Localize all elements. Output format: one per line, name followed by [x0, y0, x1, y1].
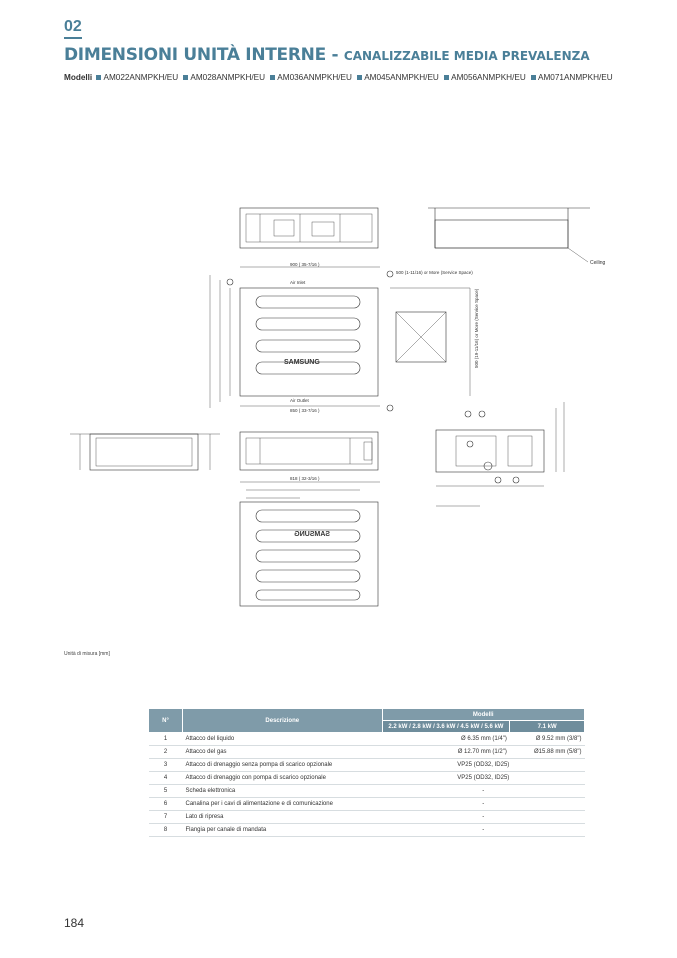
cell-description: Scheda elettronica [183, 785, 383, 798]
page-number: 184 [64, 916, 85, 930]
right-end-view [436, 402, 564, 506]
cell-no: 8 [149, 824, 183, 837]
col-header-group1: 2.2 kW / 2.8 kW / 3.6 kW / 4.5 kW / 5.6 kW [382, 721, 510, 733]
square-bullet-icon [183, 75, 188, 80]
table-row [149, 824, 585, 837]
cell-description: Canalina per i cavi di alimentazione e di comunicazione [183, 798, 383, 811]
air-inlet-label: Air Inlet [290, 280, 306, 285]
cell-no: 7 [149, 811, 183, 824]
cell-value: VP25 (OD32, ID25) [382, 772, 584, 785]
square-bullet-icon [270, 75, 275, 80]
square-bullet-icon [357, 75, 362, 80]
title-sub: CANALIZZABILE MEDIA PREVALENZA [343, 49, 590, 63]
service-access-panel [390, 288, 479, 396]
cell-value-group1: Ø 12.70 mm (1/2") [382, 746, 510, 759]
col-header-no: N° [149, 709, 183, 733]
cell-value-group2: Ø 9.52 mm (3/8") [510, 733, 585, 746]
col-header-models: Modelli [382, 709, 584, 721]
brand-label: SAMSUNG [284, 359, 320, 366]
front-view-top [240, 208, 378, 248]
model-item: AM036ANMPKH/EU [270, 73, 352, 82]
bottom-view [240, 476, 380, 606]
model-item: AM028ANMPKH/EU [183, 73, 265, 82]
page-title [64, 45, 590, 65]
cell-value: - [382, 785, 584, 798]
section-number: 02 [64, 18, 82, 39]
table-header-row [149, 709, 585, 721]
table-row [149, 733, 585, 746]
left-side-view [70, 434, 220, 470]
cell-value: - [382, 824, 584, 837]
cell-value-group1: Ø 6.35 mm (1/4") [382, 733, 510, 746]
service-space-label-1: 500 (1-11/16) or More (Service Space) [396, 270, 473, 275]
cell-description: Lato di ripresa [183, 811, 383, 824]
cell-description: Flangia per canale di mandata [183, 824, 383, 837]
cell-no: 2 [149, 746, 183, 759]
model-item: AM056ANMPKH/EU [444, 73, 526, 82]
rear-view [240, 432, 378, 470]
model-item: AM071ANMPKH/EU [531, 73, 613, 82]
models-label: Modelli [64, 73, 93, 82]
table-row [149, 759, 585, 772]
square-bullet-icon [96, 75, 101, 80]
cell-value: VP25 (OD32, ID25) [382, 759, 584, 772]
cell-no: 6 [149, 798, 183, 811]
cell-no: 5 [149, 785, 183, 798]
ceiling-label: Ceiling [590, 260, 606, 266]
service-space-label-2: 500 (19-11/16) or More (Service Space) [474, 288, 479, 368]
col-header-group2: 7.1 kW [510, 721, 585, 733]
square-bullet-icon [531, 75, 536, 80]
cell-value-group2: Ø15.88 mm (5/8") [510, 746, 585, 759]
air-outlet-label: Air Outlet [290, 398, 309, 403]
title-main: DIMENSIONI UNITÀ INTERNE - [64, 45, 344, 65]
spec-table [148, 708, 585, 837]
col-header-description: Descrizione [183, 709, 383, 733]
dim-850-label: 850 ( 33-7/16 ) [290, 408, 320, 413]
table-row [149, 772, 585, 785]
cell-description: Attacco di drenaggio senza pompa di scarico opzionale [183, 759, 383, 772]
table-row [149, 811, 585, 824]
main-top-view [210, 262, 473, 413]
model-item: AM022ANMPKH/EU [96, 73, 178, 82]
table-row [149, 785, 585, 798]
cell-value: - [382, 811, 584, 824]
square-bullet-icon [444, 75, 449, 80]
technical-drawing [60, 180, 620, 630]
table-row [149, 798, 585, 811]
brand-label-mirror: SAMSUNG [294, 531, 330, 538]
cell-no: 3 [149, 759, 183, 772]
cell-no: 1 [149, 733, 183, 746]
cell-no: 4 [149, 772, 183, 785]
dim-900-label: 900 ( 35-7/16 ) [290, 262, 320, 267]
cell-description: Attacco del liquido [183, 733, 383, 746]
unit-note: Unità di misura [mm] [64, 651, 110, 657]
cell-value: - [382, 798, 584, 811]
model-item: AM045ANMPKH/EU [357, 73, 439, 82]
cell-description: Attacco di drenaggio con pompa di scarico opzionale [183, 772, 383, 785]
dim-818-label: 818 ( 32-3/16 ) [290, 476, 320, 481]
models-line [64, 73, 616, 82]
cell-description: Attacco del gas [183, 746, 383, 759]
ceiling-side-view [428, 208, 606, 266]
table-row [149, 746, 585, 759]
